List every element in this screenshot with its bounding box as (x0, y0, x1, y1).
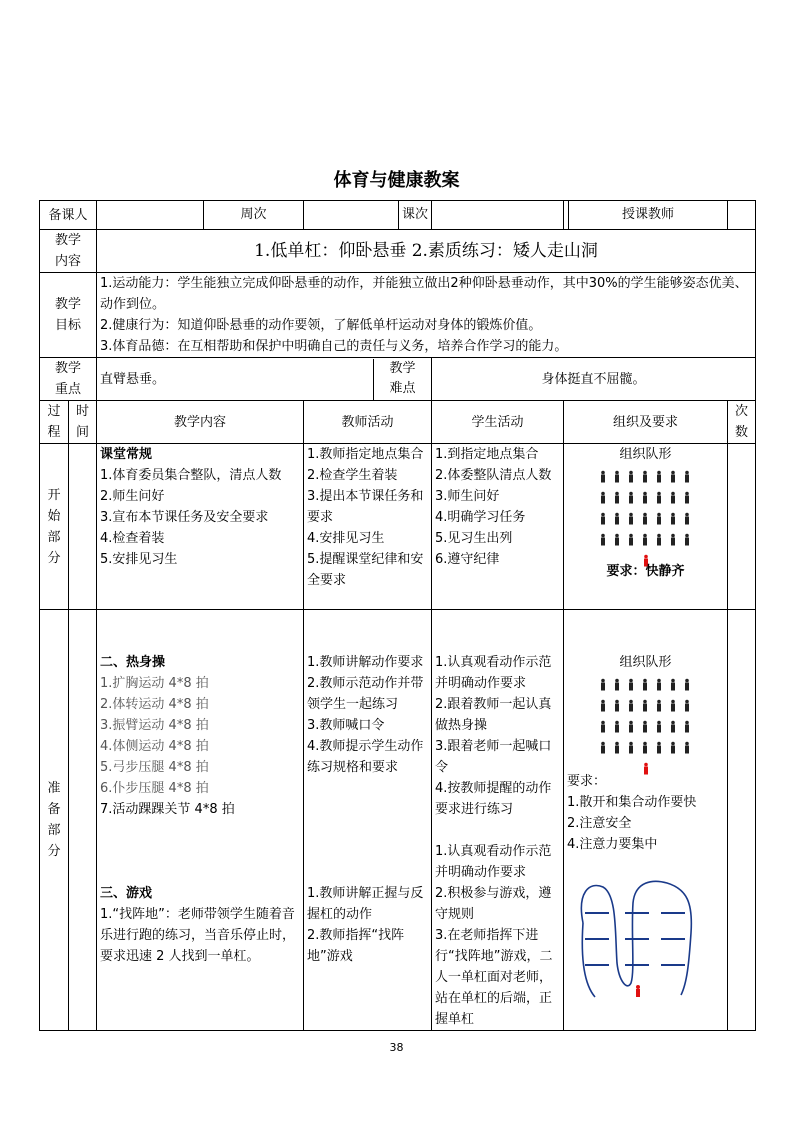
label-content: 教学 内容 (40, 230, 97, 273)
student-figure (601, 534, 605, 546)
value-teacher[interactable] (728, 201, 756, 230)
list-item: 1.教师讲解正握与反握杠的动作 (307, 886, 424, 922)
student-figure (657, 679, 661, 691)
list-item: 4.体侧运动 4*8 拍 (100, 739, 209, 754)
label-preparer: 备课人 (40, 201, 97, 230)
list-item: 3.在老师指挥下进行“找阵地”游戏，二人一单杠面对老师，站在单杠的后端，正握单杠 (435, 928, 553, 1027)
list-item: 1.认真观看动作示范并明确动作要求 (435, 655, 552, 691)
list-item: 4.安排见习生 (307, 531, 385, 546)
student-figure (685, 742, 689, 754)
student-figure (685, 513, 689, 525)
student-figure (671, 700, 675, 712)
value-preparer[interactable] (97, 201, 304, 230)
page-number: 38 (389, 1041, 404, 1054)
student-figure (685, 492, 689, 504)
student-figure (657, 513, 661, 525)
list-item: 4.明确学习任务 (435, 510, 526, 525)
student-figure (671, 742, 675, 754)
student-figure (685, 471, 689, 483)
list-item: 3.教师喊口令 (307, 718, 385, 733)
header-right (564, 201, 728, 230)
lesson-plan-table (39, 200, 756, 1031)
student-figure (657, 742, 661, 754)
req-title: 要求： (567, 774, 607, 789)
student-figure (629, 742, 633, 754)
list-item: 5.安排见习生 (100, 552, 178, 567)
student-figure (643, 721, 647, 733)
student-figure (643, 700, 647, 712)
label-teacher: 授课教师 (622, 207, 675, 222)
student-figure (615, 721, 619, 733)
student-figure (629, 679, 633, 691)
label-difficulty: 教学 难点 (373, 359, 431, 400)
student-figure (671, 534, 675, 546)
warmup-title: 二、热身操 (100, 655, 166, 670)
student-figure (671, 513, 675, 525)
start-content-title: 课堂常规 (100, 447, 153, 462)
col-student: 学生活动 (432, 401, 564, 444)
teacher-figure (636, 985, 640, 997)
col-process: 过 程 (40, 401, 69, 444)
student-figure (629, 513, 633, 525)
org-title: 组织队形 (619, 655, 672, 670)
list-item: 4.注意力要集中 (567, 837, 658, 852)
student-figure (615, 492, 619, 504)
student-figure (601, 742, 605, 754)
student-figure (685, 700, 689, 712)
list-item: 4.按教师提醒的动作要求进行练习 (435, 781, 552, 817)
student-figure (601, 492, 605, 504)
student-figure (643, 513, 647, 525)
label-lesson: 课次 (402, 207, 429, 222)
student-figure (657, 492, 661, 504)
student-figure (685, 721, 689, 733)
list-item: 3.宣布本节课任务及安全要求 (100, 510, 269, 525)
col-org: 组织及要求 (564, 401, 728, 444)
list-item: 3.振臂运动 4*8 拍 (100, 718, 209, 733)
student-figure (629, 471, 633, 483)
game-title: 三、游戏 (100, 886, 153, 901)
list-item: 2.跟着教师一起认真做热身操 (435, 697, 552, 733)
list-item: 2.积极参与游戏，遵守规则 (435, 886, 552, 922)
student-figure (615, 742, 619, 754)
value-preparer-field[interactable] (97, 201, 204, 229)
count-prep (728, 610, 756, 1031)
student-figure (657, 721, 661, 733)
student-figure (601, 679, 605, 691)
student-figure (615, 471, 619, 483)
list-item: 6.仆步压腿 4*8 拍 (100, 781, 209, 796)
list-item: 7.活动踝踝关节 4*8 拍 (100, 802, 235, 817)
prep-teacher (304, 610, 432, 1031)
prep-content (97, 610, 304, 1031)
content-text: 1.低单杠：仰卧悬垂 2.素质练习：矮人走山洞 (97, 230, 756, 273)
document-title: 体育与健康教案 (333, 170, 460, 191)
col-count: 次 数 (728, 401, 756, 444)
time-start (69, 444, 97, 610)
list-item: 1.体育委员集合整队，清点人数 (100, 468, 282, 483)
student-figure (685, 534, 689, 546)
difficulty-text: 身体挺直不屈髋。 (432, 358, 756, 401)
student-figure (615, 700, 619, 712)
student-figure (657, 700, 661, 712)
game-text: 1.“找阵地”：老师带领学生随着音乐进行跑的练习，当音乐停止时，要求迅速 2 人找到一单杠。 (100, 907, 296, 964)
list-item: 4.检查着装 (100, 531, 165, 546)
student-figure (629, 534, 633, 546)
start-org (564, 444, 728, 610)
list-item: 5.弓步压腿 4*8 拍 (100, 760, 209, 775)
start-student (432, 444, 564, 610)
student-figure (615, 513, 619, 525)
student-figure (615, 679, 619, 691)
list-item: 1.认真观看动作示范并明确动作要求 (435, 844, 552, 880)
goals-list (97, 273, 756, 358)
list-item: 1.教师指定地点集合 (307, 447, 424, 462)
list-item: 5.见习生出列 (435, 531, 513, 546)
list-item: 4.教师提示学生动作练习规格和要求 (307, 739, 424, 775)
count-start (728, 444, 756, 610)
label-week: 周次 (240, 207, 267, 222)
student-figure (601, 721, 605, 733)
student-figure (657, 471, 661, 483)
list-item: 2.师生问好 (100, 489, 165, 504)
goal-item: 2.健康行为：知道仰卧悬垂的动作要领，了解低单杆运动对身体的锻炼价值。 (100, 318, 542, 333)
label-key: 教学 重点 (40, 358, 97, 401)
student-figure (629, 721, 633, 733)
prep-student (432, 610, 564, 1031)
start-teacher (304, 444, 432, 610)
list-item: 2.教师示范动作并带领学生一起练习 (307, 676, 424, 712)
prep-org (564, 610, 728, 1031)
student-figure (643, 679, 647, 691)
student-figure (657, 534, 661, 546)
formation-diagram-start (596, 465, 696, 569)
goal-item: 3.体育品德：在互相帮助和保护中明确自己的责任与义务，培养合作学习的能力。 (100, 339, 568, 354)
student-figure (601, 700, 605, 712)
student-figure (629, 700, 633, 712)
student-figure (671, 471, 675, 483)
list-item: 3.师生问好 (435, 489, 500, 504)
student-figure (671, 721, 675, 733)
list-item: 6.遵守纪律 (435, 552, 500, 567)
student-figure (643, 534, 647, 546)
list-item: 2.教师指挥“找阵地”游戏 (307, 928, 405, 964)
list-item: 3.提出本节课任务和要求 (307, 489, 424, 525)
student-figure (601, 513, 605, 525)
goal-item: 1.运动能力：学生能独立完成仰卧悬垂的动作，并能独立做出2种仰卧悬垂动作，其中30%的学生能够姿态优美、动作到位。 (100, 276, 748, 312)
list-item: 5.提醒课堂纪律和安全要求 (307, 552, 424, 588)
key-text (97, 358, 432, 401)
list-item: 1.到指定地点集合 (435, 447, 539, 462)
key-point: 直臂悬垂。 (100, 371, 166, 387)
org-title: 组织队形 (619, 447, 672, 462)
student-figure (685, 679, 689, 691)
student-figure (643, 471, 647, 483)
student-figure (671, 492, 675, 504)
student-figure (615, 534, 619, 546)
process-start: 开 始 部 分 (40, 444, 69, 610)
time-prep (69, 610, 97, 1031)
list-item: 2.注意安全 (567, 816, 632, 831)
student-figure (643, 492, 647, 504)
game-path-diagram (569, 873, 709, 1003)
list-item: 2.检查学生着装 (307, 468, 398, 483)
list-item: 1.散开和集合动作要快 (567, 795, 697, 810)
student-figure (643, 742, 647, 754)
process-prep: 准 备 部 分 (40, 610, 69, 1031)
start-content (97, 444, 304, 610)
org-requirement: 要求：快静齐 (606, 564, 685, 579)
bar-marks (585, 913, 685, 965)
student-figure (629, 492, 633, 504)
list-item: 2.体委整队清点人数 (435, 468, 552, 483)
student-figure (671, 679, 675, 691)
formation-diagram-prep (596, 673, 696, 777)
value-week[interactable] (304, 201, 399, 229)
list-item: 1.扩胸运动 4*8 拍 (100, 676, 209, 691)
list-item: 3.跟着老师一起喊口令 (435, 739, 552, 775)
col-time: 时 间 (69, 401, 97, 444)
value-lesson[interactable] (432, 201, 564, 230)
header-middle (304, 201, 432, 230)
col-teacher: 教师活动 (304, 401, 432, 444)
col-content: 教学内容 (97, 401, 304, 444)
run-path-left (582, 923, 595, 997)
label-goals: 教学 目标 (40, 273, 97, 358)
list-item: 2.体转运动 4*8 拍 (100, 697, 209, 712)
student-figure (601, 471, 605, 483)
teacher-figure (644, 763, 648, 775)
list-item: 1.教师讲解动作要求 (307, 655, 424, 670)
